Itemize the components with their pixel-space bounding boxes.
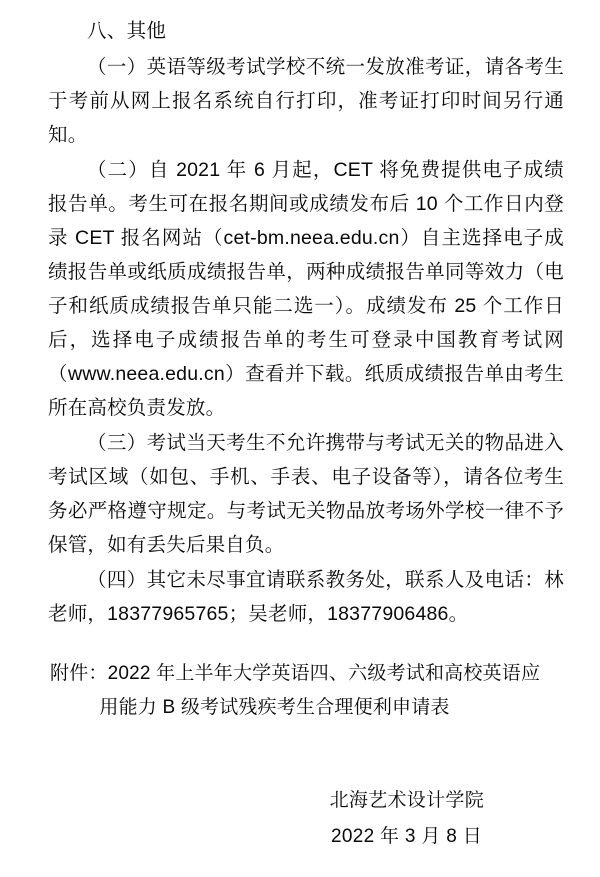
paragraph-item-4: （四）其它未尽事宜请联系教务处，联系人及电话：林老师，18377965765；吴老师，18377906486。 bbox=[48, 569, 564, 625]
paragraph-item-1: （一）英语等级考试学校不统一发放准考证，请各考生于考前从网上报名系统自行打印，准考证打印时间另行通知。 bbox=[48, 56, 564, 146]
signature-organization: 北海艺术设计学院 bbox=[329, 790, 484, 811]
section-heading: 八、其他 bbox=[87, 20, 167, 42]
attachment-label: 附件：2022 年上半年大学英语四、六级考试和高校英语应 bbox=[50, 663, 541, 684]
signature-date: 2022 年 3 月 8 日 bbox=[331, 826, 482, 847]
paragraph-item-3: （三）考试当天考生不允许携带与考试无关的物品进入考试区域（如包、手机、手表、电子设备等），请各位考生务必严格遵守规定。与考试无关物品放考场外学校一律不予保管，如有丢失后果自负。 bbox=[48, 432, 564, 556]
attachment-label-continuation: 用能力 B 级考试残疾考生合理便利申请表 bbox=[99, 697, 450, 718]
paragraph-item-2: （二）自 2021 年 6 月起，CET 将免费提供电子成绩报告单。考生可在报名期间或成绩发布后 10 个工作日内登录 CET 报名网站（cet-bm.neea.edu.cn）自主选择电子成绩报告单或纸质成绩报告单，两种成绩报告单同等效力（电子和纸质成绩报告单只能二选一）。成绩发布 25 个工作日后，选择电子成绩报告单的考生可登录中国教育考试网（www.neea.edu.cn）查看并下载。纸质成绩报告单由考生所在高校负责发放。 bbox=[48, 159, 564, 419]
attachment-line bbox=[48, 657, 564, 725]
